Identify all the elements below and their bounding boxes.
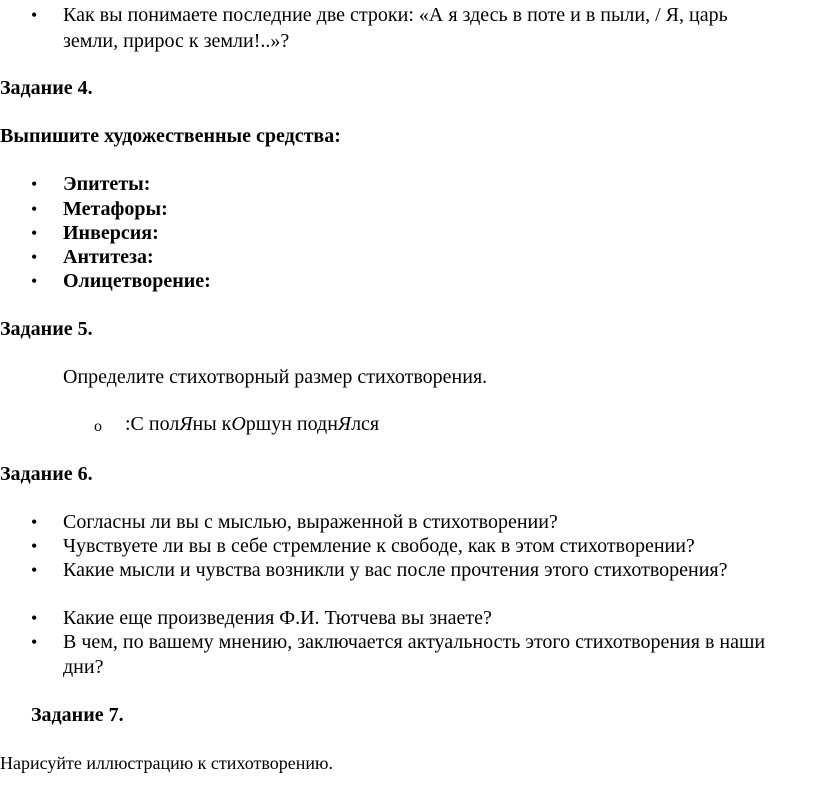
task5-title: Задание 5.	[0, 318, 93, 340]
bullet-marker: •	[31, 5, 38, 25]
bullet-marker: •	[31, 560, 38, 580]
bullet-marker: •	[31, 512, 38, 532]
task4-title: Задание 4.	[0, 77, 93, 99]
stressed-syllable: Я	[337, 413, 352, 435]
list-item-metaphors: Метафоры:	[63, 198, 168, 220]
bullet-marker: •	[31, 608, 38, 628]
meter-part: ны к	[192, 413, 232, 435]
intro-question-line1: Как вы понимаете последние две строки: «А я здесь в поте и в пыли, / Я, царь	[63, 4, 728, 26]
bullet-marker: •	[31, 174, 38, 194]
task6-title: Задание 6.	[0, 463, 93, 485]
meter-part: лся	[351, 413, 380, 435]
question-relevance-cont: дни?	[63, 656, 104, 678]
bullet-marker: •	[31, 536, 38, 556]
task5-instruction: Определите стихотворный размер стихотворения.	[63, 366, 488, 388]
stressed-syllable: О	[231, 413, 246, 435]
question-other-works: Какие еще произведения Ф.И. Тютчева вы знаете?	[63, 607, 492, 629]
bullet-marker: •	[31, 223, 38, 243]
list-item-personification: Олицетворение:	[63, 270, 211, 292]
question-feelings: Какие мысли и чувства возникли у вас после прочтения этого стихотворения?	[63, 559, 728, 581]
list-item-antithesis: Антитеза:	[63, 246, 154, 268]
stressed-syllable: Я	[179, 413, 193, 435]
bullet-marker: •	[31, 271, 38, 291]
task7-title: Задание 7.	[31, 704, 124, 726]
circle-bullet-marker: o	[94, 418, 102, 435]
list-item-inversion: Инверсия:	[63, 222, 159, 244]
question-freedom: Чувствуете ли вы в себе стремление к свободе, как в этом стихотворении?	[63, 535, 695, 557]
meter-line	[125, 412, 379, 437]
bullet-marker: •	[31, 632, 38, 652]
bullet-marker: •	[31, 247, 38, 267]
task7-instruction: Нарисуйте иллюстрацию к стихотворению.	[0, 753, 333, 773]
question-relevance: В чем, по вашему мнению, заключается актуальность этого стихотворения в наши	[63, 631, 766, 653]
question-agree: Согласны ли вы с мыслью, выраженной в стихотворении?	[63, 511, 558, 533]
bullet-marker: •	[31, 199, 38, 219]
meter-part: ршун подн	[245, 413, 338, 435]
meter-part: :С пол	[125, 413, 180, 435]
task4-instruction: Выпишите художественные средства:	[0, 125, 341, 147]
list-item-epithets: Эпитеты:	[63, 173, 151, 195]
intro-question-line2: земли, прирос к земли!..»?	[63, 30, 290, 52]
